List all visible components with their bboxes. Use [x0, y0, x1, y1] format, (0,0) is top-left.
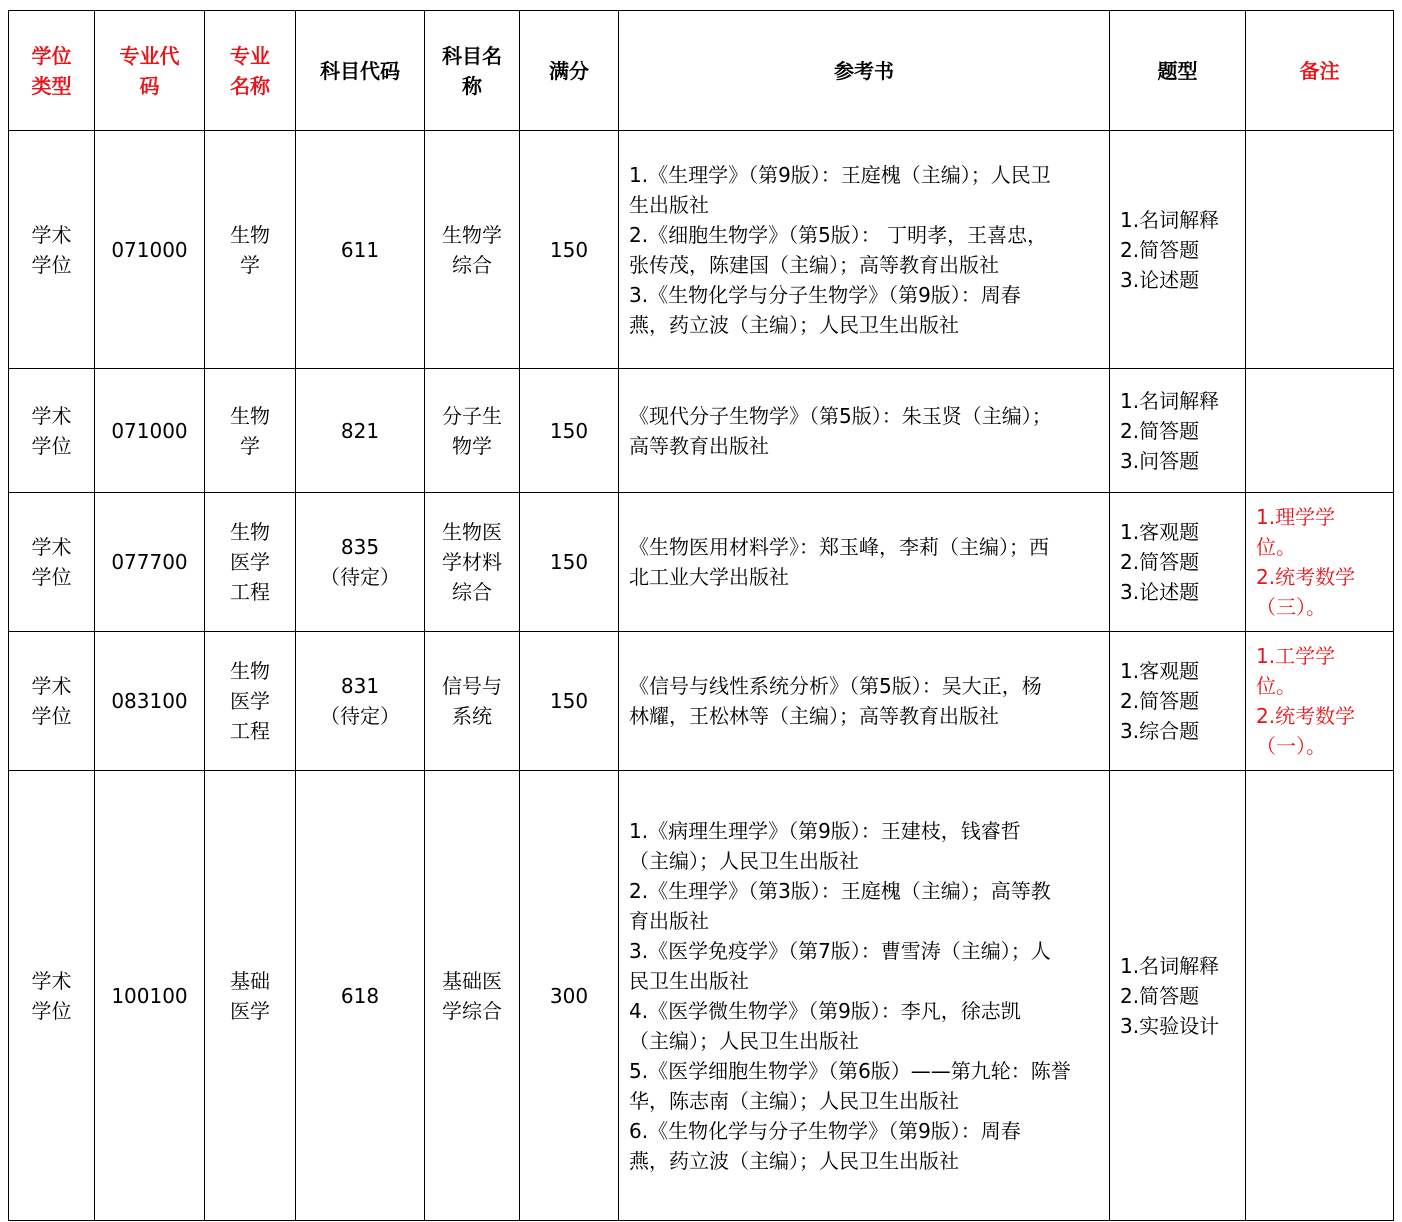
- cell-degree-type: 学术 学位: [9, 493, 95, 632]
- cell-question-types: 1.客观题 2.简答题 3.综合题: [1110, 632, 1246, 771]
- cell-major-name: 生物 学: [205, 131, 296, 369]
- cell-major-name: 生物 医学 工程: [205, 632, 296, 771]
- header-subject-code: 科目代码: [296, 11, 425, 131]
- cell-full-score: 300: [520, 771, 619, 1221]
- header-remarks: 备注: [1246, 11, 1394, 131]
- cell-remarks: [1246, 131, 1394, 369]
- cell-remarks: 1.理学学 位。 2.统考数学 （三）。: [1246, 493, 1394, 632]
- cell-reference-books: 1.《病理生理学》（第9版）：王建枝，钱睿哲 （主编）；人民卫生出版社 2.《生理学》（第3版）：王庭槐（主编）；高等教 育出版社 3.《医学免疫学》（第7版）：曹雪涛（主编）；人 民卫生出版社 4.《医学微生物学》（第9版）：李凡，徐志凯 （主编）；人民卫生出版社 5.《医学细胞生物学》（第6版）——第九轮：陈誉 华，陈志南（主编）；人民卫生出版社 6.《生物化学与分子生物学》（第9版）：周春 燕，药立波（主编）；人民卫生出版社: [619, 771, 1110, 1221]
- header-major-name: 专业 名称: [205, 11, 296, 131]
- cell-degree-type: 学术 学位: [9, 369, 95, 493]
- cell-subject-name: 分子生 物学: [425, 369, 520, 493]
- table-row: [9, 493, 1394, 632]
- cell-full-score: 150: [520, 493, 619, 632]
- cell-degree-type: 学术 学位: [9, 131, 95, 369]
- table-row: [9, 632, 1394, 771]
- header-reference-books: 参考书: [619, 11, 1110, 131]
- cell-question-types: 1.名词解释 2.简答题 3.论述题: [1110, 131, 1246, 369]
- cell-remarks: 1.工学学 位。 2.统考数学 （一）。: [1246, 632, 1394, 771]
- exam-subjects-table: [8, 10, 1394, 1221]
- header-degree-type: 学位 类型: [9, 11, 95, 131]
- header-row: [9, 11, 1394, 131]
- table-row: [9, 369, 1394, 493]
- cell-full-score: 150: [520, 369, 619, 493]
- cell-subject-name: 生物学 综合: [425, 131, 520, 369]
- cell-full-score: 150: [520, 632, 619, 771]
- header-subject-name: 科目名 称: [425, 11, 520, 131]
- cell-reference-books: 《生物医用材料学》：郑玉峰，李莉（主编）；西 北工业大学出版社: [619, 493, 1110, 632]
- header-full-score: 满分: [520, 11, 619, 131]
- cell-subject-name: 生物医 学材料 综合: [425, 493, 520, 632]
- cell-major-code: 077700: [95, 493, 205, 632]
- cell-subject-code: 618: [296, 771, 425, 1221]
- cell-major-name: 生物 学: [205, 369, 296, 493]
- cell-subject-name: 信号与 系统: [425, 632, 520, 771]
- cell-degree-type: 学术 学位: [9, 771, 95, 1221]
- cell-reference-books: 《现代分子生物学》（第5版）：朱玉贤（主编）； 高等教育出版社: [619, 369, 1110, 493]
- cell-question-types: 1.客观题 2.简答题 3.论述题: [1110, 493, 1246, 632]
- cell-major-code: 083100: [95, 632, 205, 771]
- cell-major-code: 071000: [95, 131, 205, 369]
- cell-major-code: 100100: [95, 771, 205, 1221]
- cell-major-name: 基础 医学: [205, 771, 296, 1221]
- cell-full-score: 150: [520, 131, 619, 369]
- cell-major-name: 生物 医学 工程: [205, 493, 296, 632]
- cell-reference-books: 1.《生理学》（第9版）：王庭槐（主编）；人民卫 生出版社 2.《细胞生物学》（第5版）： 丁明孝，王喜忠， 张传茂，陈建国（主编）；高等教育出版社 3.《生物化学与分子生物学》（第9版）：周春 燕，药立波（主编）；人民卫生出版社: [619, 131, 1110, 369]
- header-question-types: 题型: [1110, 11, 1246, 131]
- table-row: [9, 131, 1394, 369]
- cell-subject-code: 835 （待定）: [296, 493, 425, 632]
- cell-question-types: 1.名词解释 2.简答题 3.问答题: [1110, 369, 1246, 493]
- cell-degree-type: 学术 学位: [9, 632, 95, 771]
- cell-subject-name: 基础医 学综合: [425, 771, 520, 1221]
- header-major-code: 专业代 码: [95, 11, 205, 131]
- cell-subject-code: 831 （待定）: [296, 632, 425, 771]
- cell-major-code: 071000: [95, 369, 205, 493]
- cell-subject-code: 611: [296, 131, 425, 369]
- cell-reference-books: 《信号与线性系统分析》（第5版）：吴大正，杨 林耀，王松林等（主编）；高等教育出版社: [619, 632, 1110, 771]
- table-row: [9, 771, 1394, 1221]
- cell-question-types: 1.名词解释 2.简答题 3.实验设计: [1110, 771, 1246, 1221]
- cell-remarks: [1246, 369, 1394, 493]
- cell-remarks: [1246, 771, 1394, 1221]
- cell-subject-code: 821: [296, 369, 425, 493]
